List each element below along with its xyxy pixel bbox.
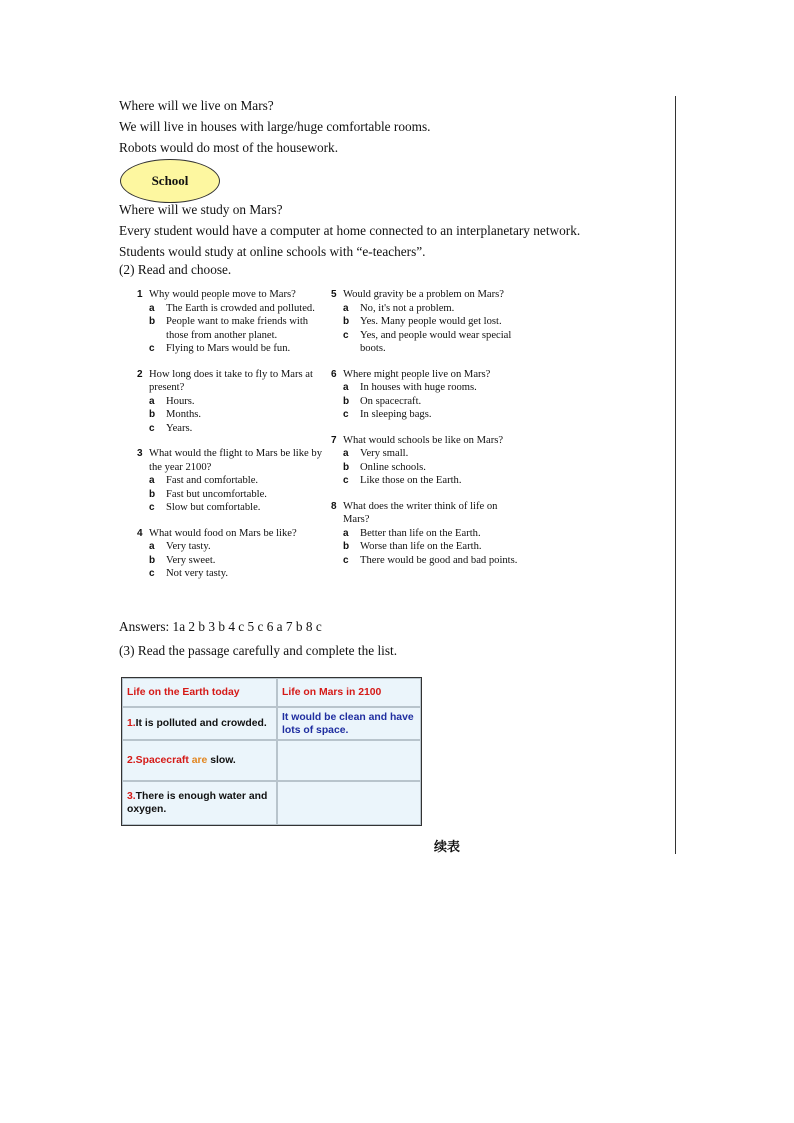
option-letter: c: [343, 409, 349, 420]
option-text: Yes. Many people would get lost.: [360, 316, 502, 327]
option-letter: a: [149, 475, 155, 486]
option-c: [149, 422, 323, 436]
row3-mars-cell-empty: [277, 781, 421, 825]
option-c: [343, 554, 521, 568]
option-b: [149, 408, 323, 422]
question-4: [137, 527, 323, 581]
option-c: [343, 408, 521, 422]
live-question: Where will we live on Mars?: [119, 98, 274, 113]
question-text: Where might people live on Mars?: [343, 368, 491, 380]
option-text: Worse than life on the Earth.: [360, 541, 482, 552]
option-letter: a: [343, 448, 349, 459]
question-text: What would the flight to Mars be like by the year 2100?: [149, 448, 322, 473]
option-a: [343, 527, 521, 541]
school-badge: [120, 159, 220, 203]
option-text: Slow but comfortable.: [166, 502, 261, 513]
option-letter: b: [343, 395, 350, 407]
option-text: Very tasty.: [166, 541, 211, 552]
row2-number: 2.: [127, 755, 136, 766]
option-a: [343, 381, 521, 395]
question-number: 7: [331, 434, 337, 446]
option-c: [343, 474, 521, 488]
question-2: [137, 368, 323, 436]
option-text: In sleeping bags.: [360, 409, 432, 420]
option-text: The Earth is crowded and polluted.: [166, 302, 315, 314]
option-text: Better than life on the Earth.: [360, 527, 481, 539]
option-letter: c: [149, 502, 155, 513]
row3-number: 3.: [127, 791, 136, 802]
option-text: Years.: [166, 422, 193, 434]
margin-rule: [675, 96, 676, 854]
question-column-left: [137, 288, 323, 581]
row1-earth-text: It is polluted and crowded.: [135, 718, 267, 729]
option-text: In houses with huge rooms.: [360, 382, 477, 393]
study-answer-2: Students would study at online schools with “e-teachers”.: [119, 244, 426, 259]
row1-number: 1.: [127, 718, 136, 729]
live-answer-1: We will live in houses with large/huge comfortable rooms.: [119, 119, 431, 134]
option-c: [149, 342, 323, 356]
option-letter: a: [149, 395, 155, 407]
option-letter: b: [149, 409, 156, 420]
option-c: [149, 501, 323, 515]
option-letter: b: [149, 554, 156, 566]
option-b: [343, 540, 521, 554]
question-text: Would gravity be a problem on Mars?: [343, 289, 504, 300]
option-a: [149, 395, 323, 409]
option-b: [149, 315, 323, 342]
option-c: [149, 567, 323, 581]
option-text: No, it's not a problem.: [360, 302, 455, 314]
option-a: [343, 302, 521, 316]
header-mars-text: Life on Mars in 2100: [282, 687, 382, 698]
option-letter: c: [343, 554, 349, 566]
row1-mars-cell: [277, 707, 421, 740]
comparison-table: [121, 677, 422, 826]
question-number: 5: [331, 289, 337, 300]
question-number: 3: [137, 448, 143, 459]
question-text: What would schools be like on Mars?: [343, 434, 504, 446]
option-text: Yes, and people would wear special boots.: [360, 329, 512, 354]
option-a: [149, 474, 323, 488]
option-letter: b: [343, 541, 350, 552]
question-7: [331, 434, 521, 488]
row2-earth-cell: [122, 740, 277, 781]
option-text: Fast but uncomfortable.: [166, 488, 267, 500]
row2-word-are: are: [191, 755, 208, 766]
option-letter: c: [343, 475, 349, 486]
question-number: 4: [137, 527, 143, 539]
row2-word-slow: slow.: [210, 755, 236, 766]
answers-line: Answers: 1a 2 b 3 b 4 c 5 c 6 a 7 b 8 c: [119, 619, 322, 634]
header-cell-mars: [277, 678, 421, 707]
option-b: [343, 315, 521, 329]
option-text: Flying to Mars would be fun.: [166, 343, 291, 354]
option-letter: b: [343, 461, 350, 473]
row3-earth-cell: [122, 781, 277, 825]
question-number: 2: [137, 368, 143, 380]
option-b: [149, 488, 323, 502]
row1-mars-text: It would be clean and have lots of space.: [282, 711, 414, 736]
header-cell-earth: [122, 678, 277, 707]
row2-word-spacecraft: Spacecraft: [135, 755, 189, 766]
option-text: Hours.: [166, 395, 195, 407]
option-text: Fast and comfortable.: [166, 475, 259, 486]
question-column-right: [331, 288, 521, 567]
school-badge-label: School: [151, 173, 189, 188]
question-1: [137, 288, 323, 356]
option-letter: c: [149, 343, 155, 354]
row1-earth-cell: [122, 707, 277, 740]
option-letter: c: [149, 422, 155, 434]
question-6: [331, 368, 521, 422]
question-number: 1: [137, 289, 143, 300]
option-letter: b: [343, 316, 350, 327]
study-question: Where will we study on Mars?: [119, 202, 283, 217]
option-text: People want to make friends with those from another planet.: [166, 316, 309, 341]
option-text: Very sweet.: [166, 554, 216, 566]
option-letter: b: [149, 316, 156, 327]
question-3: [137, 447, 323, 515]
option-b: [149, 554, 323, 568]
option-letter: c: [343, 329, 349, 341]
question-5: [331, 288, 521, 356]
live-answer-2: Robots would do most of the housework.: [119, 140, 339, 155]
option-letter: a: [149, 541, 155, 552]
question-text: What does the writer think of life on Mars?: [343, 500, 498, 525]
option-text: Months.: [166, 409, 202, 420]
option-text: Very small.: [360, 448, 409, 459]
option-text: On spacecraft.: [360, 395, 422, 407]
header-earth-text: Life on the Earth today: [127, 687, 240, 698]
option-letter: c: [149, 568, 155, 579]
row2-mars-cell-empty: [277, 740, 421, 781]
option-letter: a: [149, 302, 155, 314]
question-number: 6: [331, 368, 337, 380]
question-8: [331, 500, 521, 568]
question-text: How long does it take to fly to Mars at present?: [149, 368, 313, 393]
question-text: Why would people move to Mars?: [149, 289, 296, 300]
question-number: 8: [331, 500, 337, 512]
study-answer-1: Every student would have a computer at home connected to an interplanetary network.: [119, 223, 581, 238]
question-text: What would food on Mars be like?: [149, 527, 297, 539]
option-text: Like those on the Earth.: [360, 475, 462, 486]
option-b: [343, 395, 521, 409]
option-letter: a: [343, 527, 349, 539]
option-text: Online schools.: [360, 461, 426, 473]
option-a: [343, 447, 521, 461]
row3-earth-text: There is enough water and oxygen.: [127, 791, 268, 815]
continued-label: 续表: [434, 840, 461, 855]
part3-heading: (3) Read the passage carefully and complete the list.: [119, 643, 398, 658]
option-c: [343, 329, 521, 356]
option-b: [343, 461, 521, 475]
option-text: Not very tasty.: [166, 568, 228, 579]
option-letter: a: [343, 382, 349, 393]
option-a: [149, 540, 323, 554]
option-letter: a: [343, 302, 349, 314]
option-text: There would be good and bad points.: [360, 554, 518, 566]
part2-heading: (2) Read and choose.: [119, 262, 232, 277]
option-a: [149, 302, 323, 316]
option-letter: b: [149, 488, 156, 500]
